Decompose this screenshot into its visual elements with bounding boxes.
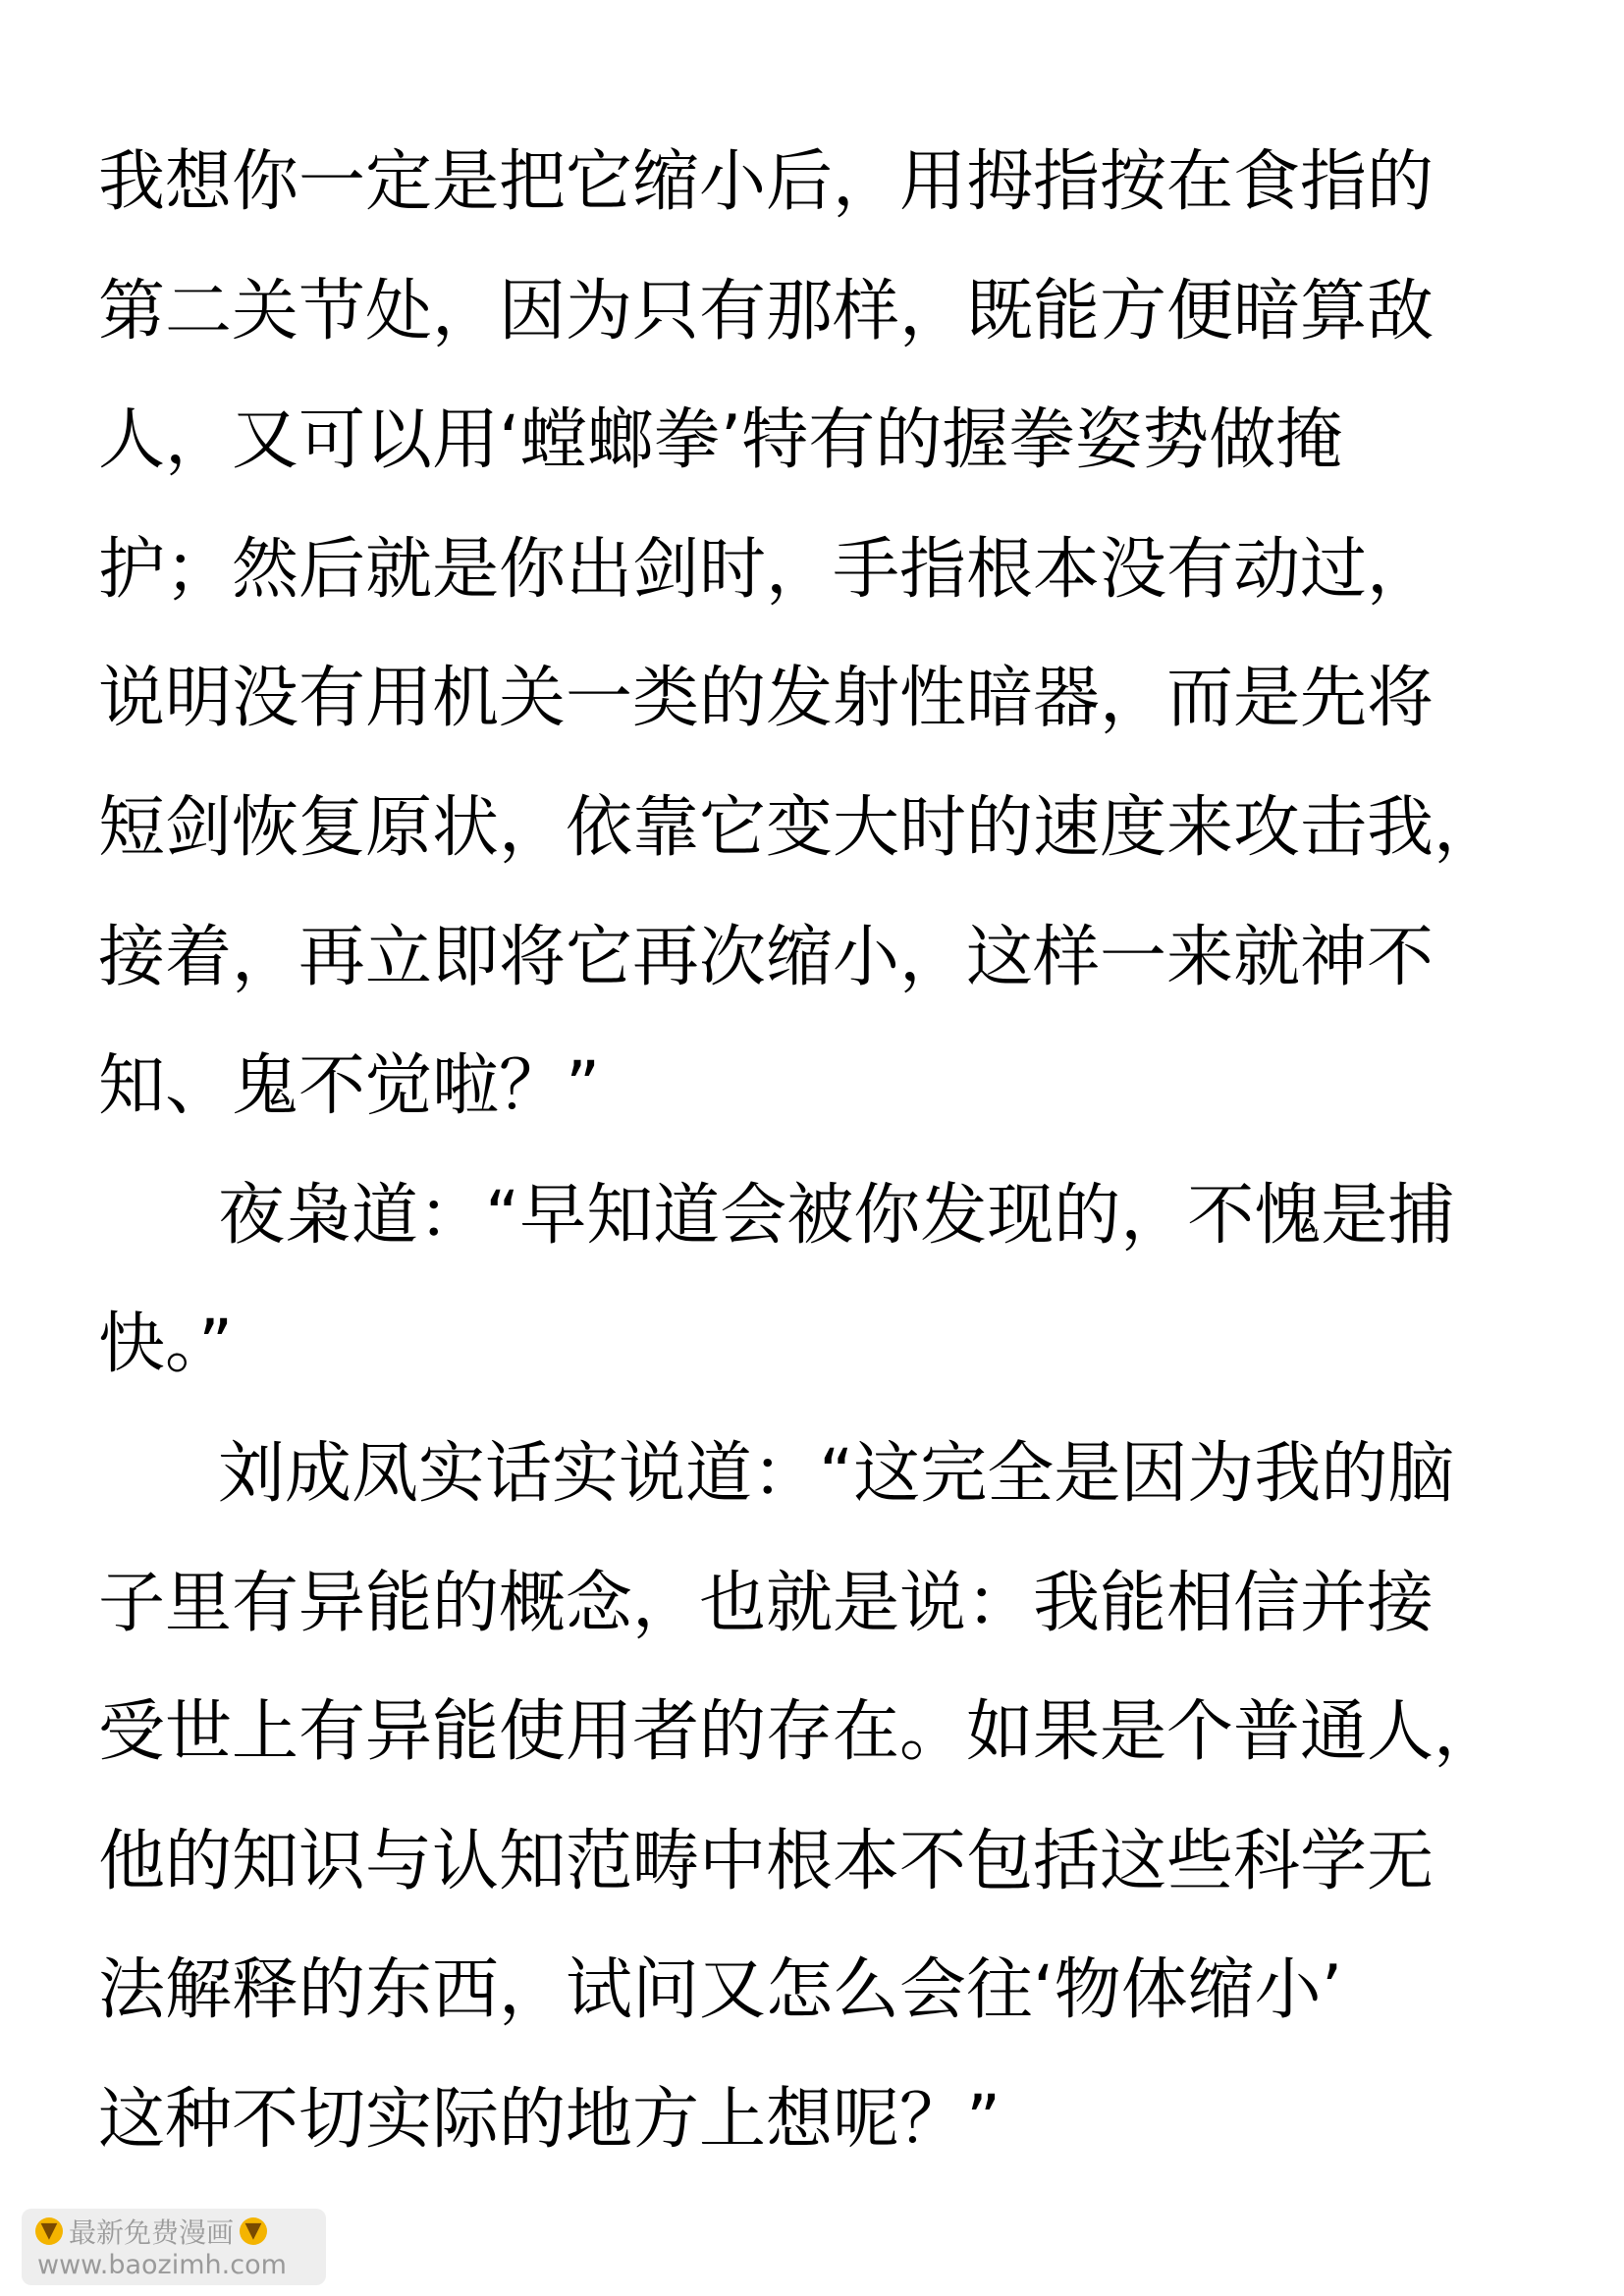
text-line: 这种不切实际的地方上想呢？”: [98, 2080, 1001, 2159]
text-line: 人，又可以用‘螳螂拳’特有的握拳姿势做掩: [98, 401, 1343, 480]
watermark-title: 最新免费漫画: [69, 2216, 235, 2249]
pointing-down-hand-icon: ▼: [240, 2217, 267, 2245]
text-line: 短剑恢复原状，依靠它变大时的速度来攻击我，: [98, 788, 1501, 867]
text-line: 子里有异能的概念，也就是说：我能相信并接: [98, 1564, 1435, 1642]
text-line: 接着，再立即将它再次缩小，这样一来就神不: [98, 918, 1435, 996]
watermark-title-row: [29, 2213, 318, 2250]
novel-text: [98, 118, 1542, 2185]
text-line: 我想你一定是把它缩小后，用拇指按在食指的: [98, 143, 1435, 221]
text-line: 他的知识与认知范畴中根本不包括这些科学无: [98, 1822, 1435, 1900]
watermark-url: www.baozimh.com: [37, 2250, 287, 2280]
text-line: 受世上有异能使用者的存在。如果是个普通人，: [98, 1693, 1501, 1772]
paragraph-start-line: 夜枭道：“早知道会被你发现的，不愧是捕: [218, 1176, 1455, 1255]
text-line: 知、鬼不觉啦？”: [98, 1047, 601, 1126]
text-line: 护；然后就是你出剑时，手指根本没有动过，: [98, 530, 1435, 609]
pointing-down-hand-icon: ▼: [35, 2217, 63, 2245]
text-line: 法解释的东西，试问又怎么会往‘物体缩小’: [98, 1951, 1343, 2030]
text-line: 第二关节处，因为只有那样，既能方便暗算敌: [98, 272, 1435, 350]
paragraph-start-line: 刘成凤实话实说道：“这完全是因为我的脑: [218, 1434, 1455, 1513]
text-line: 快。”: [98, 1306, 234, 1384]
site-watermark: [22, 2209, 326, 2285]
text-line: 说明没有用机关一类的发射性暗器，而是先将: [98, 660, 1435, 738]
